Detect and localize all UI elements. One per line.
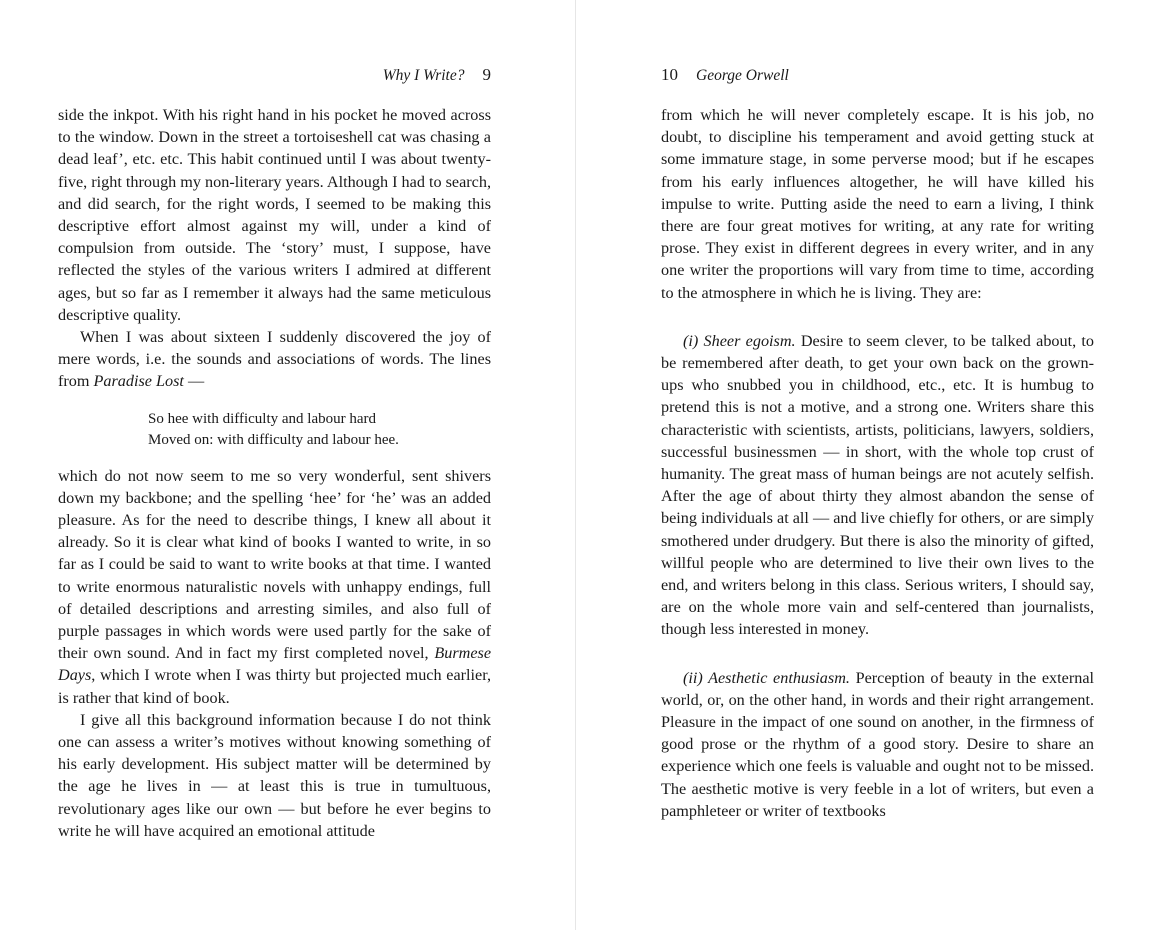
paragraph <box>58 465 491 709</box>
paragraph-text: — <box>187 372 205 391</box>
running-title: Why I Write? <box>382 67 465 84</box>
verse-line: So hee with difficulty and labour hard <box>148 410 377 427</box>
left-page-header <box>58 64 491 86</box>
left-page <box>58 0 491 930</box>
right-page-header <box>661 64 1094 86</box>
paragraph: I give all this background information because I do not think one can assess a writer’s motives without knowing something of his early development. His subject matter will be determined by the age he lives in — at least this is true in tumultuous, revolutionary ages like our own — but before he ever begins to write he will have acquired an emotional attitude <box>58 710 491 840</box>
page-gutter <box>575 0 576 930</box>
motive-paragraph <box>661 330 1094 641</box>
paragraph-text: When I was about sixteen I suddenly discovered the joy of mere words, i.e. the sounds and associations of words. The lines from <box>58 328 491 391</box>
paragraph: from which he will never completely escape. It is his job, no doubt, to discipline his temperament and avoid getting stuck at some immature stage, in some perverse mood; but if he escapes from his early influences altogether, he will have killed his impulse to write. Putting aside the need to earn a living, I think there are four great motives for writing, at any rate for writing prose. They exist in different degrees in every writer, and in any one writer the proportions will vary from time to time, according to the atmosphere in which he is living. They are: <box>661 106 1094 302</box>
left-page-body <box>58 104 491 842</box>
book-title: Burmese Days <box>58 644 491 685</box>
running-author: George Orwell <box>696 67 789 84</box>
motive-heading: (ii) Aesthetic enthusiasm. <box>683 668 850 687</box>
right-page-body <box>661 104 1094 822</box>
right-page <box>661 0 1094 930</box>
paragraph-text: Desire to seem clever, to be talked about, to be remembered after death, to get your own back on the grown-ups who snubbed you in childhood, etc., etc. It is humbug to pretend this is not a motive, and a strong one. Writers share this characteristic with scientists, artists, politicians, lawyers, soldiers, successful businessmen — in short, with the whole top crust of humanity. The great mass of human beings are not acutely selfish. After the age of about thirty they almost abandon the sense of being individuals at all — and live chiefly for others, or are simply smothered under drudgery. But there is also the minority of gifted, willful people who are determined to live their own lives to the end, and writers belong in this class. Serious writers, I should say, are on the whole more vain and self-centered than journalists, though less interested in money. <box>661 331 1095 639</box>
motive-paragraph <box>661 667 1094 822</box>
paragraph <box>58 326 491 393</box>
page-number-right: 10 <box>661 65 678 84</box>
paragraph-text: , which I wrote when I was thirty but projected much earlier, is rather that kind of book. <box>58 666 491 707</box>
paragraph-text: which do not now seem to me so very wonderful, sent shivers down my backbone; and the spelling ‘hee’ for ‘he’ was an added pleasure. As for the need to describe things, I knew all about it already. So it is clear what kind of books I wanted to write, in so far as I could be said to want to write books at that time. I wanted to write enormous naturalistic novels with unhappy endings, full of detailed descriptions and arresting similes, and also full of purple passages in which words were used partly for the sake of their own sound. And in fact my first completed novel, <box>58 466 491 663</box>
verse-quote <box>148 409 491 451</box>
book-title: Paradise Lost <box>93 372 184 391</box>
motive-heading: (i) Sheer egoism. <box>683 331 796 350</box>
paragraph: side the inkpot. With his right hand in his pocket he moved across to the window. Down in the street a tortoiseshell cat was chasing a dead leaf’, etc. etc. This habit continued until I was about twenty-five, right through my non-literary years. Although I had to search, and did search, for the right words, I seemed to be making this descriptive effort almost against my will, under a kind of compulsion from outside. The ‘story’ must, I suppose, have reflected the styles of the various writers I admired at different ages, but so far as I remember it always had the same meticulous descriptive quality. <box>58 106 491 324</box>
page-number-left: 9 <box>482 65 491 84</box>
verse-line: Moved on: with difficulty and labour hee. <box>148 431 399 448</box>
paragraph-text: Perception of beauty in the external world, or, on the other hand, in words and their right arrangement. Pleasure in the impact of one sound on another, in the firmness of good prose or the rhythm of a good story. Desire to share an experience which one feels is valuable and ought not to be missed. The aesthetic motive is very feeble in a lot of writers, but even a pamphleteer or writer of textbooks <box>661 668 1094 820</box>
